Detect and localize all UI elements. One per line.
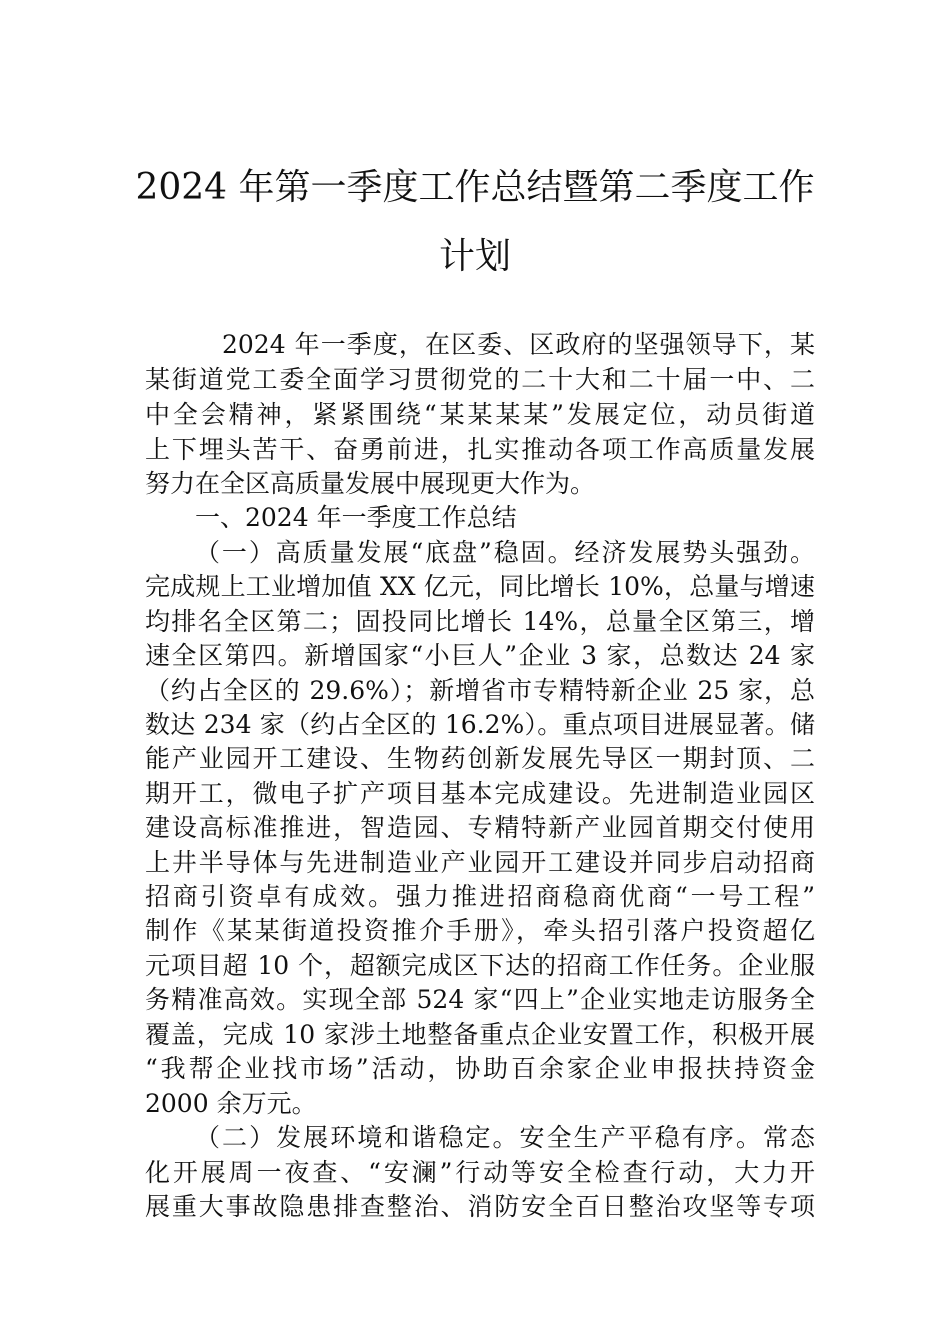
paragraph-line: 招商引资卓有成效。强力推进招商稳商优商“一号工程” [145, 882, 815, 911]
paragraph-line: （二）发展环境和谐稳定。安全生产平稳有序。常态 [195, 1123, 815, 1152]
paragraph-line: 化开展周一夜查、“安澜”行动等安全检查行动，大力开 [145, 1158, 815, 1187]
paragraph-line: 速全区第四。新增国家“小巨人”企业 3 家，总数达 24 家 [145, 641, 815, 670]
paragraph-line: 上下埋头苦干、奋勇前进，扎实推动各项工作高质量发展 [145, 435, 815, 464]
paragraph-line: 建设高标准推进，智造园、专精特新产业园首期交付使用 [145, 813, 815, 842]
paragraph-line: 务精准高效。实现全部 524 家“四上”企业实地走访服务全 [145, 985, 815, 1014]
paragraph-line: 中全会精神，紧紧围绕“某某某某”发展定位，动员街道 [145, 400, 815, 429]
section-heading: 一、2024 年一季度工作总结 [195, 503, 517, 532]
paragraph-line: 期开工，微电子扩产项目基本完成建设。先进制造业园区 [145, 779, 815, 808]
paragraph-line: （一）高质量发展“底盘”稳固。经济发展势头强劲。 [195, 538, 815, 567]
paragraph-line: 制作《某某街道投资推介手册》，牵头招引落户投资超亿 [145, 916, 815, 945]
paragraph-line: 覆盖，完成 10 家涉土地整备重点企业安置工作，积极开展 [145, 1020, 815, 1049]
paragraph-line: 完成规上工业增加值 XX 亿元，同比增长 10%，总量与增速 [145, 572, 815, 601]
paragraph-line: 努力在全区高质量发展中展现更大作为。 [145, 469, 596, 498]
paragraph-line: “我帮企业找市场”活动，协助百余家企业申报扶持资金 [145, 1054, 815, 1083]
paragraph-line: 上井半导体与先进制造业产业园开工建设并同步启动招商 [145, 848, 815, 877]
paragraph-line: 数达 234 家（约占全区的 16.2%）。重点项目进展显著。储 [145, 710, 815, 739]
paragraph-line: 均排名全区第二；固投同比增长 14%，总量全区第三，增 [145, 607, 815, 636]
document-title-line-1: 2024 年第一季度工作总结暨第二季度工作 [135, 167, 815, 208]
paragraph-line: 某街道党工委全面学习贯彻党的二十大和二十届一中、二 [145, 365, 815, 394]
paragraph-line: （约占全区的 29.6%）；新增省市专精特新企业 25 家，总 [145, 676, 815, 705]
paragraph-line: 元项目超 10 个，超额完成区下达的招商工作任务。企业服 [145, 951, 815, 980]
paragraph-line: 2024 年一季度，在区委、区政府的坚强领导下，某 [222, 330, 815, 359]
paragraph-line: 能产业园开工建设、生物药创新发展先导区一期封顶、二 [145, 744, 815, 773]
paragraph-line: 2000 余万元。 [145, 1089, 317, 1118]
paragraph-line: 展重大事故隐患排查整治、消防安全百日整治攻坚等专项 [145, 1192, 815, 1221]
document-title-line-2: 计划 [438, 236, 511, 277]
